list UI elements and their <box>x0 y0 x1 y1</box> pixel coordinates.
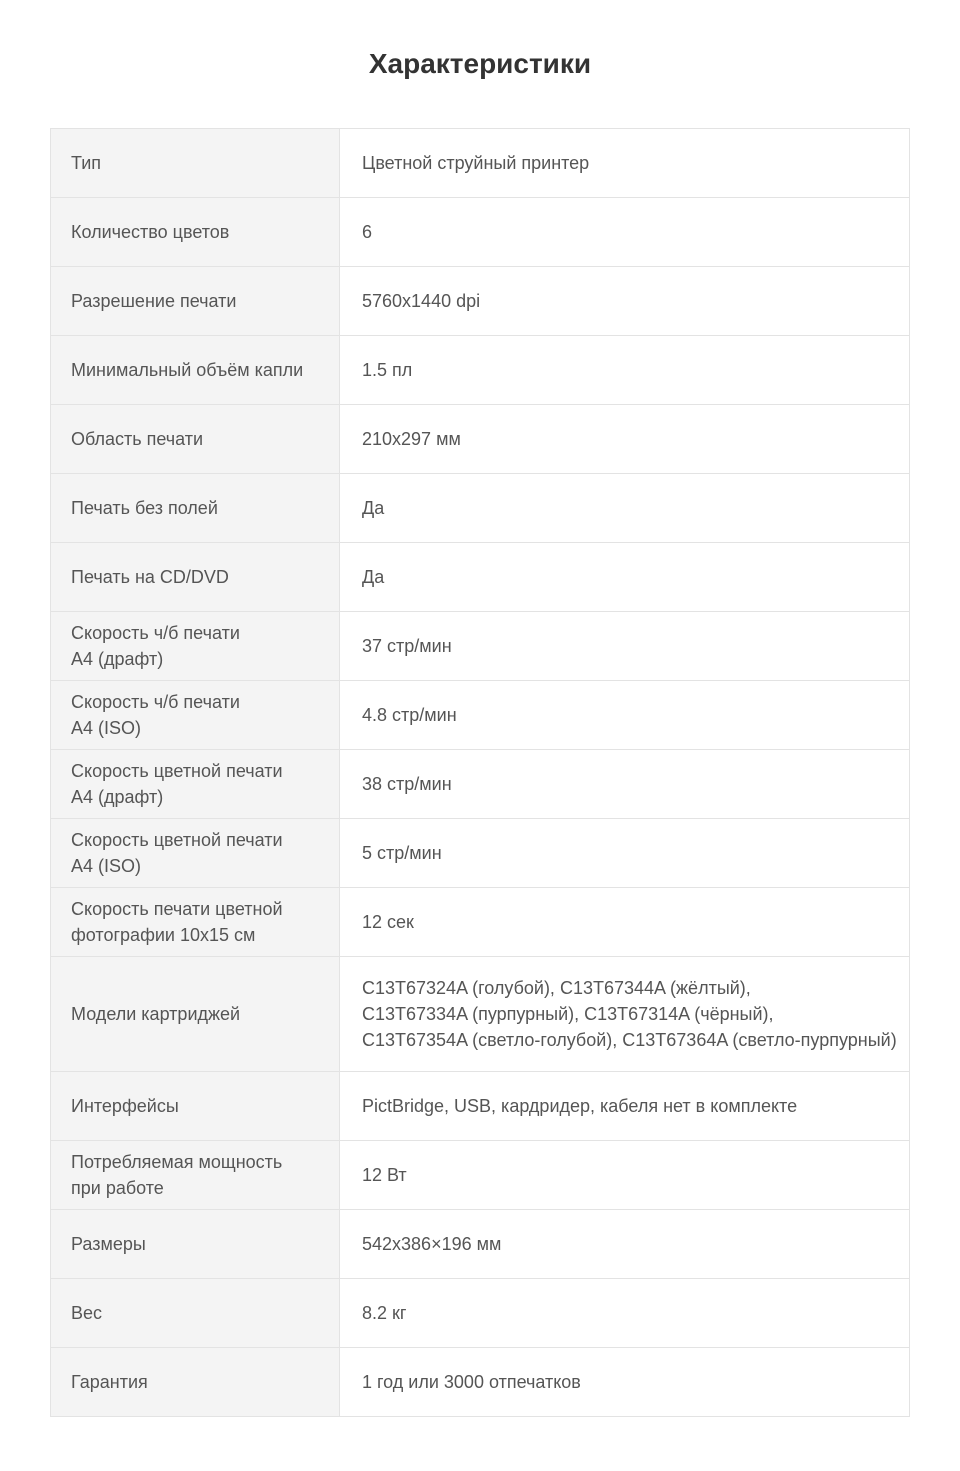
spec-name <box>51 267 340 336</box>
spec-name <box>51 612 340 681</box>
spec-name-text: Интерфейсы <box>71 1096 179 1116</box>
spec-name-text: Минимальный объём капли <box>71 360 304 380</box>
spec-name-text: Скорость ч/б печати A4 (драфт) <box>71 623 240 669</box>
spec-name-text: Количество цветов <box>71 222 230 242</box>
spec-name-text: Скорость печати цветной фотографии 10x15 см <box>71 899 283 945</box>
spec-value <box>340 957 910 1072</box>
spec-name-text: Тип <box>71 153 102 173</box>
spec-value <box>340 198 910 267</box>
spec-name <box>51 819 340 888</box>
spec-value-text: 5 стр/мин <box>362 843 442 863</box>
spec-name-text: Область печати <box>71 429 204 449</box>
spec-name <box>51 750 340 819</box>
spec-value-text: 6 <box>362 222 373 242</box>
spec-name-text: Скорость цветной печати A4 (ISO) <box>71 830 283 876</box>
spec-value <box>340 750 910 819</box>
spec-value-text: 12 Вт <box>362 1165 407 1185</box>
table-row <box>51 405 910 474</box>
spec-value-text: 210x297 мм <box>362 429 461 449</box>
table-row <box>51 957 910 1072</box>
spec-name <box>51 1141 340 1210</box>
spec-value <box>340 267 910 336</box>
spec-name-text: Размеры <box>71 1234 146 1254</box>
spec-value <box>340 405 910 474</box>
table-row <box>51 1348 910 1417</box>
table-row <box>51 336 910 405</box>
spec-value <box>340 1348 910 1417</box>
spec-value <box>340 1141 910 1210</box>
spec-name-text: Печать без полей <box>71 498 218 518</box>
spec-value-text: 38 стр/мин <box>362 774 452 794</box>
spec-value-text: Цветной струйный принтер <box>362 153 590 173</box>
spec-value <box>340 474 910 543</box>
spec-name-text: Разрешение печати <box>71 291 237 311</box>
spec-name <box>51 1279 340 1348</box>
spec-value <box>340 819 910 888</box>
spec-value <box>340 1279 910 1348</box>
spec-name-text: Скорость цветной печати A4 (драфт) <box>71 761 283 807</box>
table-row <box>51 1072 910 1141</box>
spec-value-text: 1.5 пл <box>362 360 413 380</box>
spec-value-text: 5760x1440 dpi <box>362 291 481 311</box>
spec-name <box>51 129 340 198</box>
spec-value-text: 37 стр/мин <box>362 636 452 656</box>
spec-value <box>340 612 910 681</box>
spec-name <box>51 888 340 957</box>
spec-value <box>340 681 910 750</box>
spec-value-text: Да <box>362 498 385 518</box>
spec-name <box>51 543 340 612</box>
table-row <box>51 198 910 267</box>
spec-value-text: C13T67324A (голубой), C13T67344A (жёлтый), C13T67334A (пурпурный), C13T67314A (чёрный), C13T67354A (светло-голубой), C13T67364A (светло-пурпурный) <box>362 978 897 1050</box>
table-row <box>51 612 910 681</box>
spec-name <box>51 474 340 543</box>
spec-value-text: 1 год или 3000 отпечатков <box>362 1372 581 1392</box>
spec-value <box>340 1072 910 1141</box>
spec-name <box>51 1210 340 1279</box>
spec-value-text: 8.2 кг <box>362 1303 407 1323</box>
table-row <box>51 750 910 819</box>
table-row <box>51 1141 910 1210</box>
spec-name-text: Печать на CD/DVD <box>71 567 229 587</box>
spec-value-text: PictBridge, USB, кардридер, кабеля нет в комплекте <box>362 1096 798 1116</box>
table-row <box>51 681 910 750</box>
table-row <box>51 888 910 957</box>
spec-name-text: Модели картриджей <box>71 1004 241 1024</box>
spec-name <box>51 1348 340 1417</box>
spec-name <box>51 198 340 267</box>
spec-name <box>51 336 340 405</box>
table-row <box>51 129 910 198</box>
spec-name <box>51 681 340 750</box>
spec-name <box>51 1072 340 1141</box>
spec-value-text: Да <box>362 567 385 587</box>
table-row <box>51 474 910 543</box>
table-row <box>51 1210 910 1279</box>
table-row <box>51 819 910 888</box>
spec-value <box>340 543 910 612</box>
table-row <box>51 1279 910 1348</box>
spec-value <box>340 129 910 198</box>
spec-value-text: 542x386×196 мм <box>362 1234 502 1254</box>
spec-name-text: Вес <box>71 1303 103 1323</box>
spec-value <box>340 336 910 405</box>
table-row <box>51 267 910 336</box>
spec-name-text: Потребляемая мощность при работе <box>71 1152 283 1198</box>
spec-value-text: 4.8 стр/мин <box>362 705 457 725</box>
spec-value <box>340 888 910 957</box>
spec-name <box>51 405 340 474</box>
specifications-table <box>50 128 910 1417</box>
spec-name <box>51 957 340 1072</box>
spec-value <box>340 1210 910 1279</box>
spec-name-text: Гарантия <box>71 1372 148 1392</box>
spec-name-text: Скорость ч/б печати A4 (ISO) <box>71 692 240 738</box>
table-row <box>51 543 910 612</box>
spec-value-text: 12 сек <box>362 912 414 932</box>
page-title: Характеристики <box>368 48 592 79</box>
